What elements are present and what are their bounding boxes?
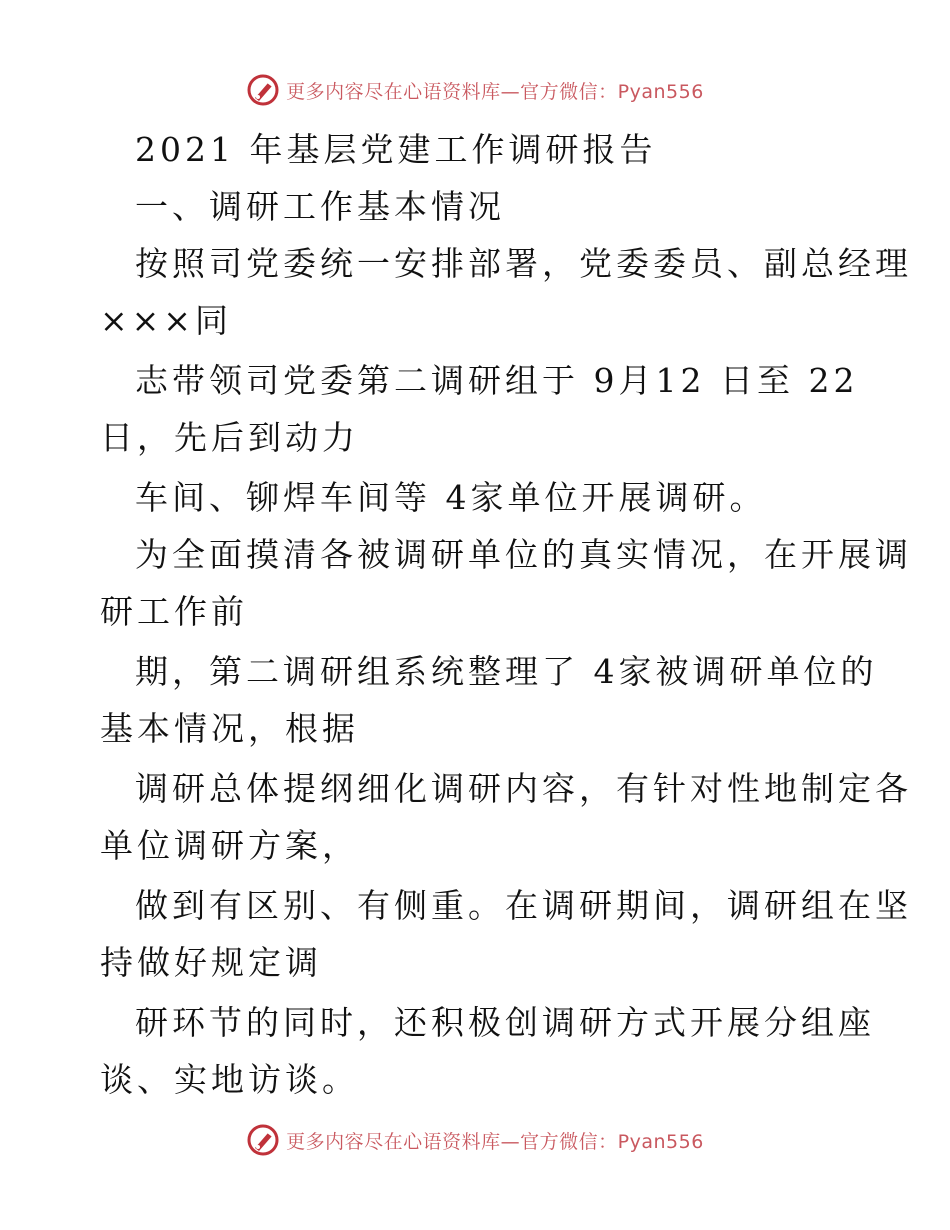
paragraph-line: 单位调研方案， [100,826,359,865]
paragraph-line: 期，第二调研组系统整理了 4家被调研单位的 [135,652,878,691]
document-title: 2021 年基层党建工作调研报告 [135,130,657,169]
paragraph-line: 日，先后到动力 [100,418,359,457]
paragraph-line: 按照司党委统一安排部署，党委委员、副总经理 [135,244,912,283]
paragraph-line: 为全面摸清各被调研单位的真实情况，在开展调 [135,535,912,574]
paragraph-line: 做到有区别、有侧重。在调研期间，调研组在坚 [135,886,912,925]
header-banner-text: 更多内容尽在心语资料库—官方微信：Pyan556 [286,80,704,103]
paragraph-line: 研工作前 [100,592,248,631]
paragraph-line: 研环节的同时，还积极创调研方式开展分组座 [135,1003,875,1042]
section-heading: 一、调研工作基本情况 [135,187,505,226]
pen-logo-icon [246,1123,280,1157]
footer-banner-text: 更多内容尽在心语资料库—官方微信：Pyan556 [286,1130,704,1153]
pen-logo-icon [246,73,280,107]
header-banner [0,70,950,110]
footer-banner [0,1120,950,1160]
paragraph-line: 调研总体提纲细化调研内容，有针对性地制定各 [135,769,912,808]
paragraph-line: 志带领司党委第二调研组于 9月12 日至 22 [135,361,859,400]
paragraph-line: ×××同 [100,301,232,340]
paragraph-line: 持做好规定调 [100,943,322,982]
paragraph-line: 车间、铆焊车间等 4家单位开展调研。 [135,478,767,517]
paragraph-line: 谈、实地访谈。 [100,1060,359,1099]
paragraph-line: 基本情况，根据 [100,709,359,748]
